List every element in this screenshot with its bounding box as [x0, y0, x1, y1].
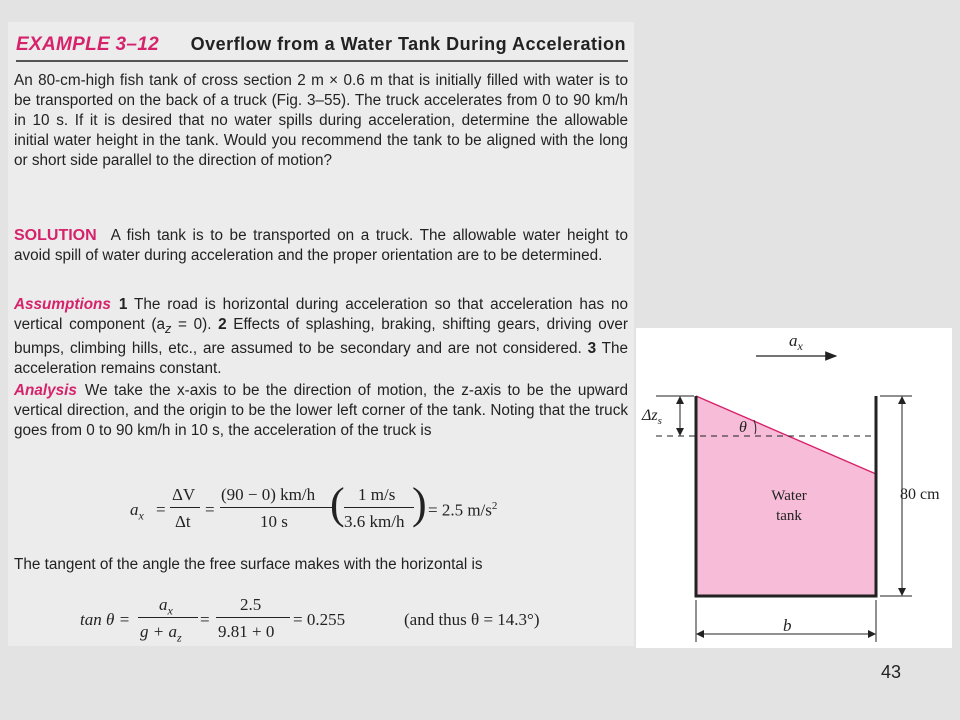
assumption-1-text-end: = 0).: [178, 315, 212, 333]
assumption-1-subscript: z: [165, 320, 172, 336]
eq1-frac1-num: ΔV: [172, 485, 196, 504]
assumption-number-2: 2: [218, 315, 227, 333]
eq1-frac1-den: Δt: [175, 512, 191, 531]
eq2-frac2-num: 2.5: [240, 595, 262, 614]
solution-text: A fish tank is to be transported on a truck. The allowable water height to avoid spill of water during acceleration and the proper orientation are to be determined.: [14, 227, 628, 264]
solution-label: SOLUTION: [14, 227, 97, 244]
tank-diagram: [636, 328, 952, 648]
eq1-result-value: = 2.5 m/s: [428, 500, 492, 520]
eq1-equals-1: =: [156, 500, 166, 519]
assumption-2-text: Effects of splashing, braking, shifting gears, driving over bumps, climbing hills, etc., are assumed to be secondary and are not considered.: [14, 315, 629, 357]
eq2-frac1-num: [159, 595, 173, 618]
tank-figure: [636, 328, 952, 648]
example-label: EXAMPLE 3–12: [16, 34, 159, 55]
eq1-lhs-symbol: a: [130, 500, 139, 519]
eq2-result: = 0.255: [293, 610, 346, 629]
eq1-result: [428, 500, 497, 521]
width-label: b: [783, 616, 792, 635]
eq2-frac2-bar: [216, 617, 290, 618]
height-label: 80 cm: [900, 486, 940, 503]
example-header: [16, 34, 628, 62]
eq2-lhs-text: tan θ =: [80, 610, 131, 629]
assumption-1-text: The road is horizontal during acceleration so that acceleration has no vertical component (a: [14, 296, 628, 333]
tank-label: tank: [776, 508, 802, 524]
eq2-frac1-den-text: g + a: [140, 622, 177, 641]
eq1-frac1-bar: [170, 507, 200, 508]
assumption-number-1: 1: [118, 296, 128, 313]
eq1-frac3-bar: [344, 507, 414, 508]
assumptions-label: Assumptions: [14, 296, 111, 313]
eq1-equals-2: =: [205, 500, 215, 519]
eq2-lhs: [80, 610, 130, 630]
analysis-text: We take the x-axis to be the direction of motion, the z-axis to be the upward vertical direction, and the origin to be the lower left corner of the tank. Noting that the truck goes from 0 to 90 km/h in 10 s, the acceleration of the truck is: [14, 382, 628, 439]
eq2-frac1-den: [140, 622, 182, 645]
eq1-result-superscript: 2: [491, 500, 498, 512]
eq2-frac1-bar: [138, 617, 198, 618]
solution-paragraph: [14, 226, 628, 266]
assumptions-paragraph: [14, 295, 628, 379]
eq2-frac1-num-symbol: a: [159, 595, 168, 614]
eq2-equals: =: [200, 610, 210, 629]
example-panel: [8, 22, 634, 646]
eq1-right-paren: ): [412, 479, 427, 528]
problem-statement: An 80-cm-high fish tank of cross section 2 m × 0.6 m that is initially filled with water is to be transported on the back of a truck (Fig. 3–55). The truck accelerates from 0 to 90 km/h in 10 s. If it is desired that no water spills during acceleration, determine the allowable initial water height in the tank. Would you recommend the tank to be aligned with the long or short side parallel to the direction of motion?: [14, 72, 628, 169]
eq2-frac1-num-subscript: x: [167, 603, 173, 618]
eq1-frac3-num: 1 m/s: [358, 485, 396, 504]
page-number: 43: [881, 662, 902, 682]
eq1-frac2-num: (90 − 0) km/h: [221, 485, 316, 504]
eq1-frac2-bar: [220, 507, 332, 508]
water-label: Water: [771, 488, 807, 504]
eq1-left-paren: (: [330, 479, 345, 528]
eq1-lhs-subscript: x: [138, 508, 144, 523]
eq2-frac2-den: 9.81 + 0: [218, 622, 275, 641]
eq1-frac3-den: 3.6 km/h: [344, 512, 405, 531]
assumption-number-3: 3: [587, 339, 597, 357]
dz-label: $\Delta z_s$: [642, 407, 662, 427]
example-title: Overflow from a Water Tank During Acceleration: [190, 34, 626, 54]
analysis-label: Analysis: [14, 382, 77, 399]
assumption-3-text: The acceleration remains constant.: [14, 339, 628, 377]
eq1-lhs: [130, 500, 144, 523]
eq2-frac1-den-subscript: z: [176, 630, 182, 645]
eq1-frac2-den: 10 s: [260, 512, 288, 531]
eq2-note: (and thus θ = 14.3°): [404, 610, 540, 629]
analysis-paragraph: [14, 381, 628, 441]
theta-label: θ: [739, 419, 747, 436]
acceleration-label: $a_x$: [789, 331, 803, 353]
tangent-sentence: The tangent of the angle the free surface makes with the horizontal is: [14, 556, 483, 573]
